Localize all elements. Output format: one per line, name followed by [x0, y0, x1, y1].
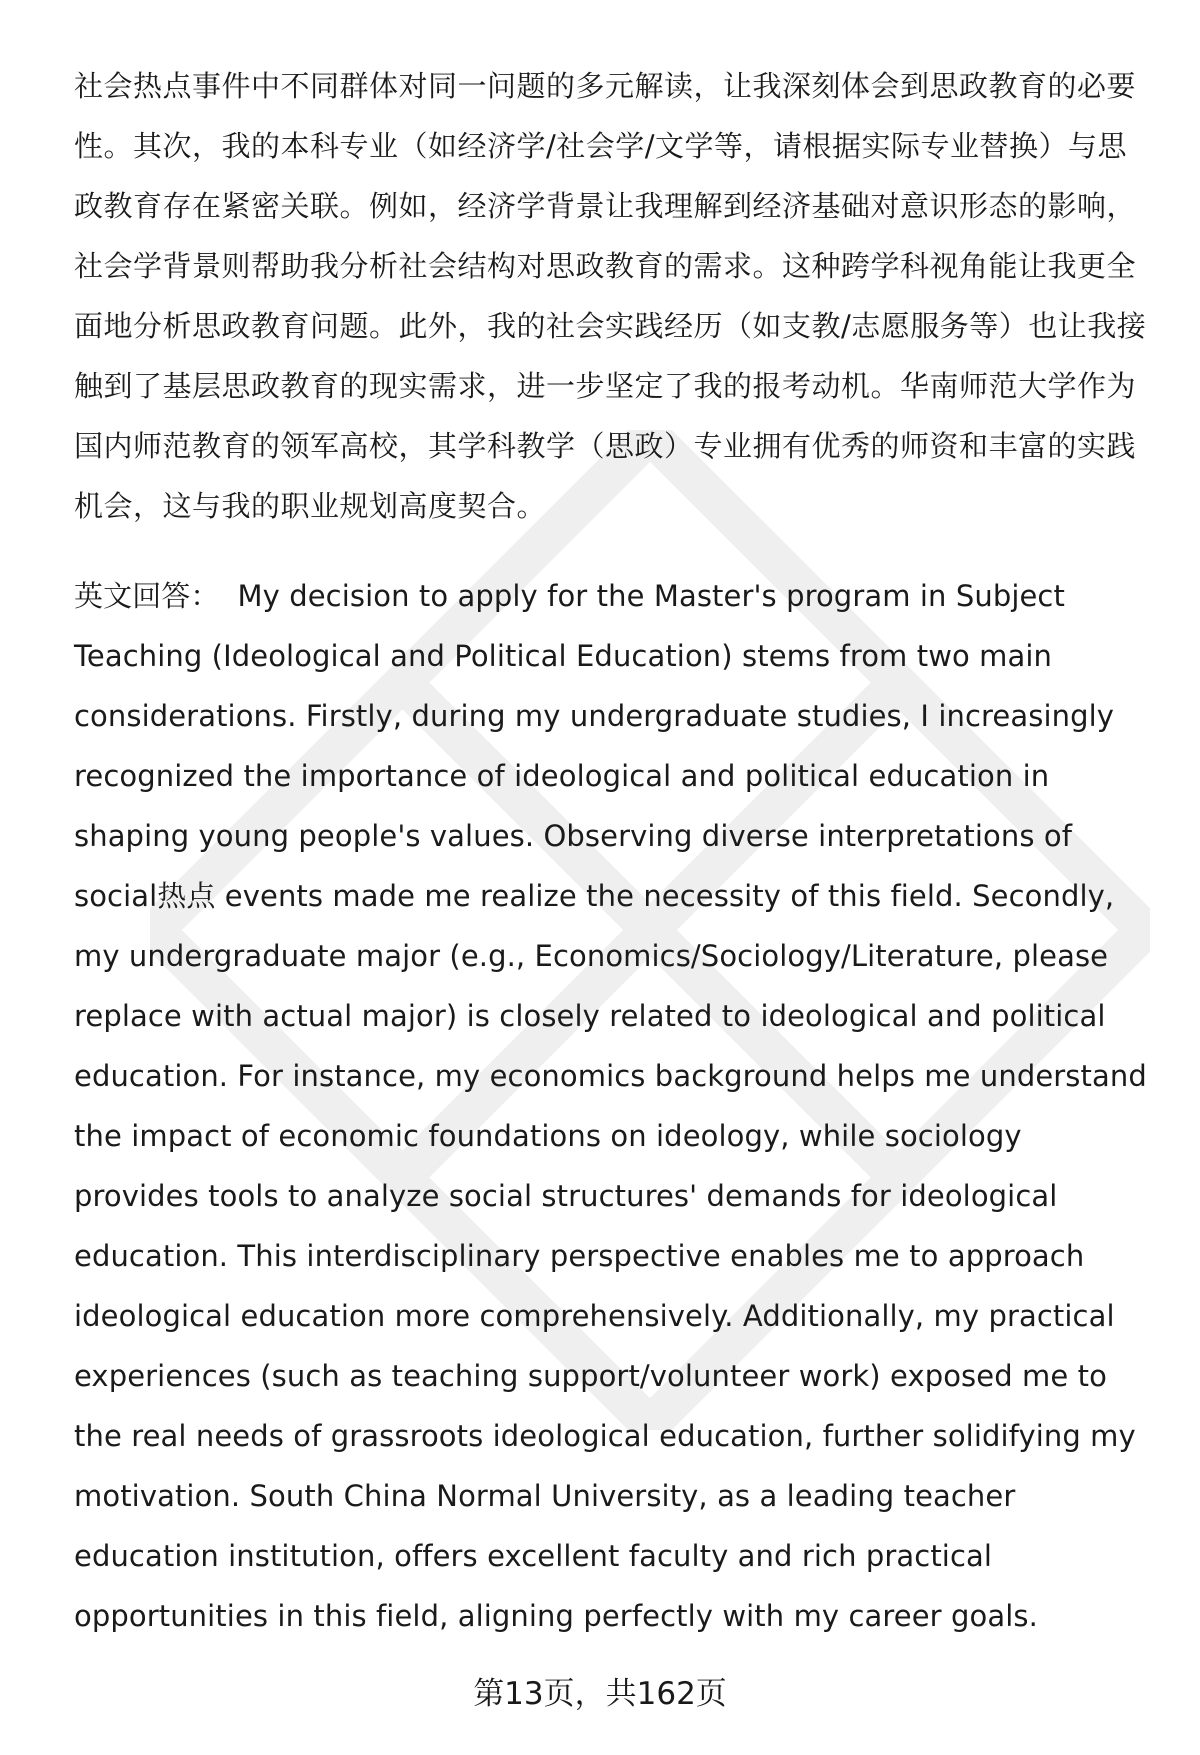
document-body: [74, 56, 1154, 1646]
english-paragraph: My decision to apply for the Master's program in Subject Teaching (Ideological and Political Education) stems from two main considerations. Firstly, during my undergraduate studies, I increasingly recognized the importance of ideological and political education in shaping young people's values. Observing diverse interpretations of social热点 events made me realize the necessity of this field. Secondly, my undergraduate major (e.g., Economics/Sociology/Literature, please replace with actual major) is closely related to ideological and political education. For instance, my economics background helps me understand the impact of economic foundations on ideology, while sociology provides tools to analyze social structures' demands for ideological education. This interdisciplinary perspective enables me to approach ideological education more comprehensively. Additionally, my practical experiences (such as teaching support/volunteer work) exposed me to the real needs of grassroots ideological education, further solidifying my motivation. South China Normal University, as a leading teacher education institution, offers excellent faculty and rich practical opportunities in this field, aligning perfectly with my career goals.: [74, 579, 1147, 1633]
chinese-paragraph: 社会热点事件中不同群体对同一问题的多元解读，让我深刻体会到思政教育的必要性。其次，我的本科专业（如经济学/社会学/文学等，请根据实际专业替换）与思政教育存在紧密关联。例如，经济学背景让我理解到经济基础对意识形态的影响，社会学背景则帮助我分析社会结构对思政教育的需求。这种跨学科视角能让我更全面地分析思政教育问题。此外，我的社会实践经历（如支教/志愿服务等）也让我接触到了基层思政教育的现实需求，进一步坚定了我的报考动机。华南师范大学作为国内师范教育的领军高校，其学科教学（思政）专业拥有优秀的师资和丰富的实践机会，这与我的职业规划高度契合。: [74, 69, 1147, 523]
page-number: 第13页，共162页: [473, 1676, 727, 1712]
english-answer-label: 英文回答：: [74, 579, 220, 613]
english-answer: [74, 566, 1154, 1646]
